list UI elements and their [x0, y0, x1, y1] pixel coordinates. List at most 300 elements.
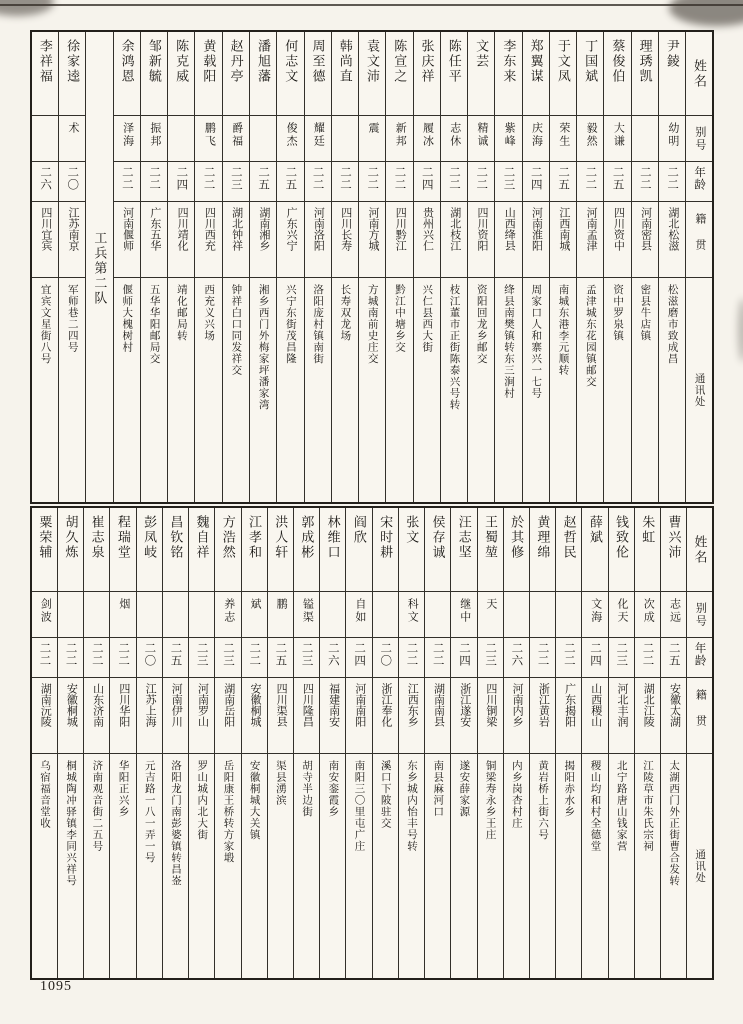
person-cell-age [522, 161, 549, 201]
scan-smudge-right-edge [738, 298, 743, 362]
person-age-text: 二二 [536, 642, 549, 667]
person-cell-native [634, 677, 660, 753]
person-alias-text: 大谦 [612, 121, 625, 148]
person-native-text: 河南南阳 [353, 682, 366, 727]
person-age-text: 二六 [510, 642, 523, 667]
person-native-text: 四川靖化 [176, 206, 189, 251]
person-cell-address [31, 277, 59, 503]
person-name-text: 程瑞堂 [115, 515, 131, 560]
person-native-text: 湖北江陵 [642, 682, 655, 727]
person-cell-age [440, 161, 467, 201]
field-row-alias [31, 591, 713, 637]
person-cell-age [604, 161, 631, 201]
person-native-text: 四川渠县 [275, 682, 288, 727]
person-age-text: 二五 [169, 642, 182, 667]
person-cell-native [31, 201, 59, 277]
person-cell-alias [522, 115, 549, 161]
person-name-text: 江孝和 [246, 515, 262, 560]
person-cell-alias [577, 115, 604, 161]
person-cell-age [658, 161, 685, 201]
person-cell-name [522, 31, 549, 115]
person-address-text: 遂安薛家源 [458, 759, 470, 817]
header-cell-name [687, 507, 713, 591]
header-cell-age [686, 161, 713, 201]
person-cell-native [162, 677, 188, 753]
person-native-text: 河南罗山 [196, 682, 209, 727]
person-cell-name [249, 31, 276, 115]
person-age-text: 二二 [311, 166, 324, 191]
person-native-text: 山东济南 [91, 682, 104, 727]
person-cell-address [195, 277, 222, 503]
person-native-text: 浙江黄岩 [537, 682, 550, 727]
person-cell-native [608, 677, 634, 753]
person-cell-address [451, 753, 477, 979]
person-native-text: 湖北松滋 [666, 206, 679, 251]
person-cell-address [346, 753, 372, 979]
person-alias-text: 幼明 [666, 121, 679, 148]
person-native-text: 江西南城 [557, 206, 570, 251]
person-age-text: 二二 [405, 642, 418, 667]
person-native-text: 湖南南县 [432, 682, 445, 727]
person-cell-age [468, 161, 495, 201]
person-cell-age [577, 161, 604, 201]
person-cell-name [59, 31, 86, 115]
person-alias-text: 精诚 [476, 121, 489, 148]
person-address-text: 绛县南樊镇转东三涧村 [503, 283, 515, 399]
header-label-age: 年龄 [693, 642, 706, 667]
person-native-text: 湖北枝江 [448, 206, 461, 251]
person-age-text: 二五 [611, 166, 624, 191]
person-cell-name [549, 31, 576, 115]
field-row-alias [31, 115, 713, 161]
person-native-text: 山西绛县 [503, 206, 516, 251]
person-cell-age [477, 637, 503, 677]
person-cell-name [529, 507, 555, 591]
person-cell-age [425, 637, 451, 677]
person-cell-age [59, 161, 86, 201]
person-address-text: 胡寺半边街 [301, 759, 313, 817]
person-cell-alias [529, 591, 555, 637]
person-cell-alias [495, 115, 522, 161]
person-name-text: 李东来 [501, 39, 517, 84]
person-age-text: 二三 [484, 642, 497, 667]
person-cell-name [477, 507, 503, 591]
person-address-text: 宜宾文星街八号 [39, 283, 51, 364]
person-name-text: 赵哲民 [561, 515, 577, 560]
person-cell-address [189, 753, 215, 979]
person-name-text: 潘旭藩 [255, 39, 271, 84]
person-address-text: 元吉路一八一弄一号 [143, 759, 155, 863]
person-alias-text: 科文 [406, 597, 419, 624]
person-cell-address [168, 277, 195, 503]
person-address-text: 偃师大槐树村 [121, 283, 133, 353]
person-cell-address [84, 753, 110, 979]
person-cell-alias [413, 115, 440, 161]
person-cell-alias [451, 591, 477, 637]
person-cell-address [59, 277, 86, 503]
person-cell-name [634, 507, 660, 591]
person-address-text: 湘乡西门外梅家坪潘家湾 [257, 283, 269, 410]
person-name-text: 钱致伦 [614, 515, 630, 560]
person-native-text: 河南内乡 [511, 682, 524, 727]
person-age-text: 二二 [338, 166, 351, 191]
person-cell-name [398, 507, 424, 591]
person-native-text: 河南偃师 [121, 206, 134, 251]
person-address-text: 南阳三〇里屯广庄 [353, 759, 365, 852]
person-native-text: 河南淮阳 [530, 206, 543, 251]
person-cell-native [140, 201, 167, 277]
person-native-text: 河北丰润 [616, 682, 628, 727]
person-cell-native [468, 201, 495, 277]
person-age-text: 二五 [284, 166, 297, 191]
field-row-native [31, 677, 713, 753]
person-cell-native [31, 677, 58, 753]
person-cell-name [359, 31, 386, 115]
person-cell-native [304, 201, 331, 277]
page-number: 1095 [40, 979, 72, 994]
person-cell-native [195, 201, 222, 277]
person-native-text: 四川长寿 [339, 206, 352, 251]
person-age-text: 二四 [457, 642, 470, 667]
person-cell-native [658, 201, 685, 277]
person-cell-alias [372, 591, 398, 637]
person-cell-age [331, 161, 358, 201]
person-cell-alias [140, 115, 167, 161]
scan-smudge-top-left [0, 0, 54, 16]
person-cell-age [631, 161, 658, 201]
person-cell-address [634, 753, 660, 979]
person-cell-alias [556, 591, 582, 637]
person-cell-age [582, 637, 608, 677]
person-address-text: 东乡城内怡丰号转 [405, 759, 417, 852]
person-cell-name [468, 31, 495, 115]
person-name-text: 尹錂 [664, 39, 680, 69]
person-name-text: 周至德 [310, 39, 326, 84]
person-cell-name [189, 507, 215, 591]
person-cell-native [604, 201, 631, 277]
person-name-text: 陈克威 [174, 39, 190, 84]
person-address-text: 资中罗泉镇 [612, 283, 624, 341]
person-name-text: 徐家逵 [65, 39, 81, 84]
person-native-text: 湖北钟祥 [230, 206, 243, 251]
header-label-alias: 别号 [694, 601, 707, 628]
field-row-address [31, 753, 713, 979]
person-cell-age [189, 637, 215, 677]
person-cell-alias [604, 115, 631, 161]
person-cell-age [140, 161, 167, 201]
person-age-text: 二〇 [66, 166, 79, 191]
person-name-text: 张文 [404, 515, 420, 545]
person-address-text: 济南观音街二五号 [91, 759, 103, 852]
person-age-text: 二二 [120, 166, 133, 191]
person-cell-age [413, 161, 440, 201]
person-age-text: 二三 [221, 642, 234, 667]
field-row-name [31, 507, 713, 591]
person-cell-name [608, 507, 634, 591]
person-cell-alias [631, 115, 658, 161]
person-cell-name [661, 507, 687, 591]
person-alias-text: 化天 [616, 597, 628, 624]
person-cell-native [556, 677, 582, 753]
person-cell-age [110, 637, 136, 677]
person-cell-name [386, 31, 413, 115]
person-cell-address [110, 753, 136, 979]
person-cell-alias [346, 591, 372, 637]
person-address-text: 军师巷二四号 [66, 283, 78, 353]
person-address-text: 枝江董市正街陈泰兴号转 [448, 283, 460, 410]
person-cell-native [277, 201, 304, 277]
person-alias-text: 志远 [668, 597, 681, 624]
person-name-text: 彭凤岐 [142, 515, 158, 560]
person-address-text: 密县牛店镇 [639, 283, 651, 341]
person-cell-native [386, 201, 413, 277]
person-cell-native [84, 677, 110, 753]
person-cell-alias [477, 591, 503, 637]
person-address-text: 方城南前史庄交 [366, 283, 378, 364]
person-cell-address [31, 753, 58, 979]
person-cell-name [346, 507, 372, 591]
person-address-text: 渠县湧滨 [274, 759, 286, 806]
person-address-text: 揭阳赤水乡 [563, 759, 575, 817]
person-cell-age [346, 637, 372, 677]
person-age-text: 二二 [90, 642, 103, 667]
person-alias-text: 斌 [248, 597, 261, 611]
person-native-text: 浙江奉化 [380, 682, 393, 727]
person-cell-name [556, 507, 582, 591]
person-cell-alias [267, 591, 293, 637]
header-cell-address [686, 277, 713, 503]
person-address-text: 罗山城内北大街 [196, 759, 208, 840]
person-age-text: 二二 [366, 166, 379, 191]
person-cell-name [31, 507, 58, 591]
person-native-text: 安徽桐城 [65, 682, 78, 727]
person-address-text: 岳阳康王桥转方家塅 [222, 759, 234, 863]
person-alias-text: 鹏 [275, 597, 288, 611]
person-cell-alias [320, 591, 346, 637]
person-cell-address [113, 277, 140, 503]
person-cell-native [582, 677, 608, 753]
person-cell-name [294, 507, 320, 591]
person-address-text: 乌宿福音堂收 [39, 759, 51, 829]
person-native-text: 广东五华 [148, 206, 161, 251]
person-cell-alias [658, 115, 685, 161]
person-cell-address [215, 753, 241, 979]
person-name-text: 郭成彬 [299, 515, 315, 560]
person-cell-name [162, 507, 188, 591]
person-name-text: 陈任平 [446, 39, 462, 84]
person-cell-native [359, 201, 386, 277]
person-name-text: 于文凤 [555, 39, 571, 84]
field-row-name [31, 31, 713, 115]
person-name-text: 昌钦铭 [168, 515, 184, 560]
person-address-text: 桐城陶冲驿镇李同兴祥号 [65, 759, 77, 886]
person-cell-alias [661, 591, 687, 637]
person-cell-age [267, 637, 293, 677]
person-name-text: 阎欣 [351, 515, 367, 545]
person-alias-text: 履冰 [421, 121, 434, 148]
person-alias-text: 继中 [458, 597, 471, 624]
person-cell-age [372, 637, 398, 677]
person-cell-address [277, 277, 304, 503]
person-cell-address [425, 753, 451, 979]
person-address-text: 周家口人和寨兴一七号 [530, 283, 542, 399]
scan-artifact-top-edge [0, 4, 743, 6]
person-age-text: 二五 [257, 166, 270, 191]
person-cell-address [413, 277, 440, 503]
person-cell-age [222, 161, 249, 201]
header-label-native: 籍贯 [694, 689, 707, 741]
person-age-text: 二二 [393, 166, 406, 191]
person-cell-alias [503, 591, 529, 637]
header-label-name: 姓名 [692, 535, 708, 566]
person-cell-name [372, 507, 398, 591]
person-name-text: 於其修 [509, 515, 525, 560]
person-cell-age [661, 637, 687, 677]
person-age-text: 二二 [431, 642, 444, 667]
person-alias-text: 文海 [589, 597, 602, 624]
person-age-text: 二五 [667, 642, 680, 667]
person-cell-age [84, 637, 110, 677]
person-cell-age [634, 637, 660, 677]
person-alias-text: 天 [484, 597, 497, 611]
person-cell-alias [304, 115, 331, 161]
person-cell-age [359, 161, 386, 201]
person-native-text: 湖南沅陵 [39, 682, 52, 727]
person-cell-address [468, 277, 495, 503]
person-name-text: 魏自祥 [194, 515, 210, 560]
person-name-text: 理琇凯 [637, 39, 653, 84]
person-cell-alias [294, 591, 320, 637]
person-alias-text: 振邦 [148, 121, 161, 148]
person-cell-address [577, 277, 604, 503]
person-alias-text: 术 [67, 121, 80, 135]
person-name-text: 粟荣辅 [37, 515, 53, 560]
person-cell-native [495, 201, 522, 277]
person-native-text: 广东揭阳 [563, 682, 576, 727]
person-cell-name [331, 31, 358, 115]
person-cell-age [31, 161, 59, 201]
person-age-text: 二二 [64, 642, 77, 667]
person-cell-native [631, 201, 658, 277]
person-age-text: 二〇 [379, 642, 392, 667]
person-native-text: 江苏上海 [144, 682, 157, 727]
unit-label: 工兵第二队 [92, 230, 108, 306]
person-name-text: 文芸 [474, 39, 490, 69]
person-cell-native [477, 677, 503, 753]
person-native-text: 广东兴宁 [285, 206, 298, 251]
person-cell-address [522, 277, 549, 503]
person-cell-native [372, 677, 398, 753]
person-alias-text: 庆海 [530, 121, 543, 148]
header-cell-name [686, 31, 713, 115]
person-cell-native [331, 201, 358, 277]
person-age-text: 二二 [148, 166, 161, 191]
person-cell-native [249, 201, 276, 277]
person-name-text: 汪志坚 [456, 515, 472, 560]
person-address-text: 西充义兴场 [203, 283, 215, 341]
person-cell-name [577, 31, 604, 115]
person-address-text: 黄岩桥上街六号 [537, 759, 549, 840]
person-address-text: 南安銮霞乡 [327, 759, 339, 817]
person-name-text: 余鸿恩 [119, 39, 135, 84]
person-native-text: 山西稷山 [589, 682, 602, 727]
person-age-text: 二六 [326, 642, 339, 667]
person-name-text: 陈宣之 [392, 39, 408, 84]
person-native-text: 湖南湘乡 [257, 206, 270, 251]
person-cell-age [304, 161, 331, 201]
person-address-text: 太湖西门外正街曹合发转 [668, 759, 680, 886]
person-cell-address [582, 753, 608, 979]
person-cell-native [503, 677, 529, 753]
person-cell-age [398, 637, 424, 677]
person-cell-address [529, 753, 555, 979]
person-cell-native [267, 677, 293, 753]
person-cell-alias [386, 115, 413, 161]
person-cell-address [136, 753, 162, 979]
person-cell-address [267, 753, 293, 979]
person-cell-name [631, 31, 658, 115]
person-address-text: 黔江中塘乡交 [393, 283, 405, 353]
person-age-text: 二〇 [143, 642, 156, 667]
person-native-text: 四川黔江 [394, 206, 407, 251]
scan-smudge-top-right [669, 0, 743, 26]
person-name-text: 侯存诚 [430, 515, 446, 560]
header-cell-address [687, 753, 713, 979]
person-address-text: 靖化邮局转 [175, 283, 187, 341]
person-alias-text: 鹏飞 [203, 121, 216, 148]
person-cell-age [386, 161, 413, 201]
person-address-text: 孟津城东花园镇邮交 [584, 283, 596, 387]
person-cell-address [661, 753, 687, 979]
person-native-text: 安徽桐城 [248, 682, 261, 727]
person-age-text: 二三 [615, 642, 628, 667]
person-cell-age [294, 637, 320, 677]
person-cell-name [31, 31, 59, 115]
person-cell-address [440, 277, 467, 503]
person-name-text: 邹新毓 [146, 39, 162, 84]
person-address-text: 北宁路唐山钱家营 [615, 759, 627, 852]
person-name-text: 李祥福 [37, 39, 53, 84]
person-address-text: 长寿双龙场 [339, 283, 351, 341]
person-address-text: 资阳回龙乡邮交 [475, 283, 487, 364]
person-cell-alias [222, 115, 249, 161]
person-age-text: 二六 [39, 166, 52, 191]
person-native-text: 四川华阳 [117, 682, 130, 727]
person-cell-age [529, 637, 555, 677]
person-cell-name [604, 31, 631, 115]
person-alias-text: 新邦 [394, 121, 407, 148]
roster-table-bottom [30, 506, 714, 980]
person-cell-native [346, 677, 372, 753]
person-cell-native [222, 201, 249, 277]
person-cell-address [398, 753, 424, 979]
person-cell-address [249, 277, 276, 503]
person-cell-alias [398, 591, 424, 637]
person-alias-text: 震 [366, 121, 379, 135]
person-cell-age [241, 637, 267, 677]
person-cell-age [31, 637, 58, 677]
person-address-text: 稷山均和村全德堂 [589, 759, 601, 852]
person-cell-address [503, 753, 529, 979]
person-cell-age [249, 161, 276, 201]
person-cell-address [604, 277, 631, 503]
header-label-age: 年龄 [693, 166, 706, 191]
header-cell-alias [686, 115, 713, 161]
person-address-text: 南城东港李元顺转 [557, 283, 569, 376]
person-cell-alias [31, 115, 59, 161]
person-native-text: 福建南安 [327, 682, 340, 727]
person-cell-native [58, 677, 84, 753]
